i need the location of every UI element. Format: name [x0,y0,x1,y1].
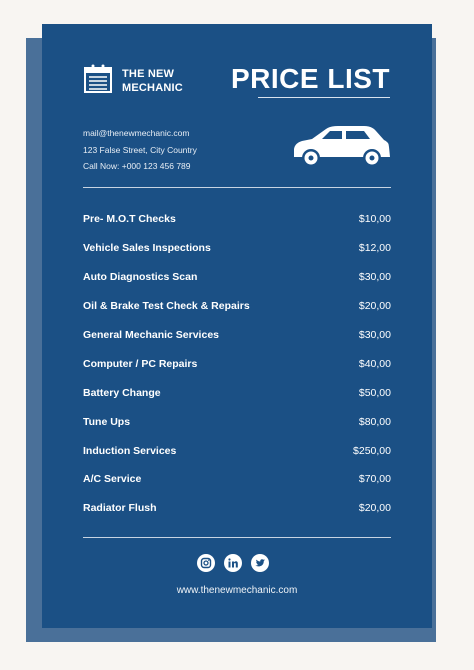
service-price: $10,00 [358,213,391,226]
service-name: Computer / PC Repairs [83,357,198,370]
service-price: $30,00 [358,271,391,284]
service-name: Battery Change [83,386,161,399]
service-list [83,205,391,523]
garage-logo-icon [84,64,112,94]
service-row [83,205,391,234]
divider-top [83,187,391,188]
service-row [83,436,391,465]
divider-bottom [83,537,391,538]
brand-line-1: THE NEW [122,68,175,80]
service-name: Pre- M.O.T Checks [83,213,176,226]
service-name: A/C Service [83,473,142,486]
service-row [83,263,391,292]
service-name: Tune Ups [83,415,131,428]
service-name: Radiator Flush [83,502,157,515]
service-row [83,465,391,494]
service-price: $20,00 [358,502,391,515]
service-price: $40,00 [358,357,391,370]
contact-info [83,125,197,175]
instagram-icon[interactable] [197,554,215,572]
service-row [83,321,391,350]
linkedin-icon[interactable] [224,554,242,572]
service-row [83,494,391,523]
title-underline [258,97,390,98]
page-title: PRICE LIST [230,63,390,94]
car-icon [292,123,392,169]
twitter-icon[interactable] [251,554,269,572]
brand-line-2: MECHANIC [122,82,183,94]
service-price: $50,00 [358,386,391,399]
service-name: Induction Services [83,444,177,457]
service-name: General Mechanic Services [83,329,219,341]
service-price: $12,00 [358,242,391,255]
service-price: $250,00 [353,444,391,457]
price-list-card [42,24,432,628]
social-links [197,554,269,572]
service-price: $80,00 [358,415,391,428]
service-row [83,378,391,407]
service-price: $70,00 [358,473,391,486]
service-row [83,407,391,436]
service-name: Vehicle Sales Inspections [83,242,211,255]
service-name: Oil & Brake Test Check & Repairs [83,300,250,313]
website-url[interactable]: www.thenewmechanic.com [176,585,298,596]
service-price: $20,00 [358,300,391,313]
contact-phone: Call Now: +000 123 456 789 [83,161,191,171]
service-row [83,234,391,263]
service-name: Auto Diagnostics Scan [83,271,198,284]
brand-name [122,67,183,95]
service-row [83,349,391,378]
contact-email: mail@thenewmechanic.com [83,128,190,138]
contact-address: 123 False Street, City Country [83,144,197,155]
service-row [83,292,391,321]
service-price: $30,00 [358,329,391,341]
